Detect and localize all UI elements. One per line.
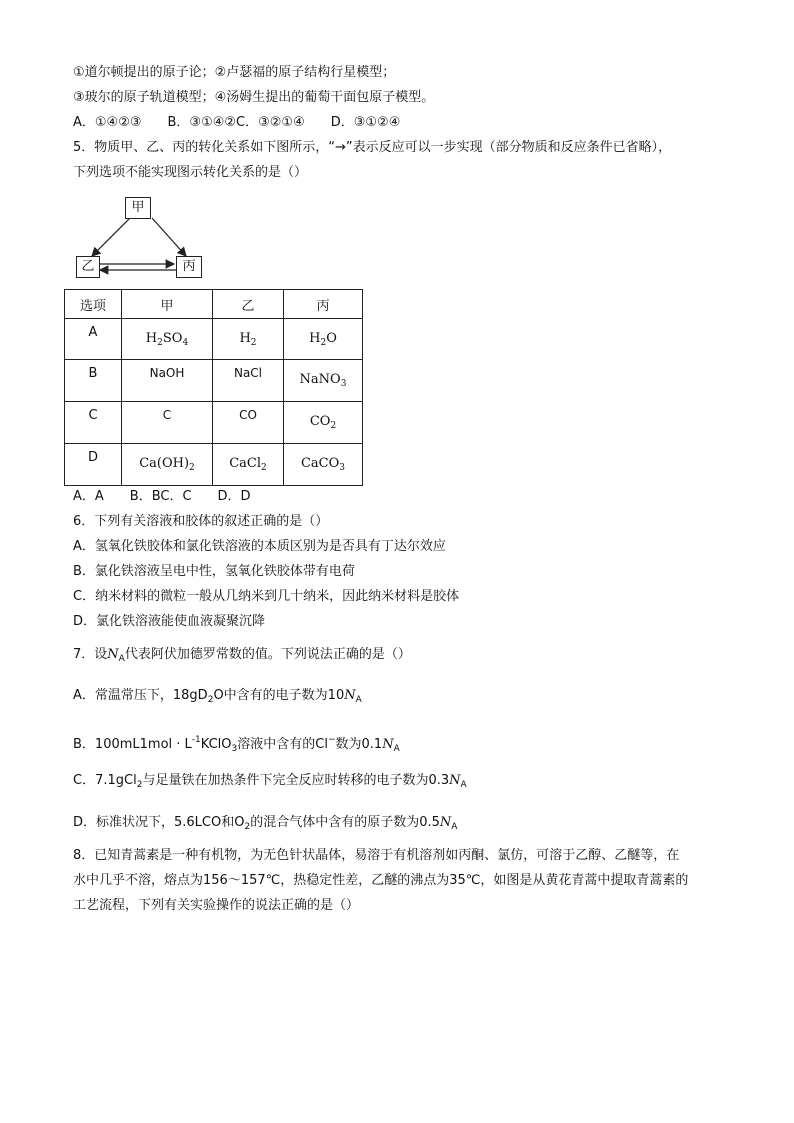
q6-option-d: D．氯化铁溶液能使血液凝聚沉降 [73,614,266,629]
table-row [65,402,363,444]
q5-stem-line-1: 5．物质甲、乙、丙的转化关系如下图所示，“→”表示反应可以一步实现（部分物质和反应条件已省略）， [73,140,672,155]
q8-stem-line-3: 工艺流程，下列有关实验操作的说法正确的是（） [73,898,360,913]
q4-choices: A．①④②③ B．③①④②C．③②①④ D．③①②④ [73,115,401,130]
cell-yi: CO [213,402,284,444]
q7-option-c: C．7.1gCl$_2$与足量铁在加热条件下完全反应时转移的电子数为$0.3N_A$ [73,773,467,790]
q7-stem: 7．设$N_A$代表阿伏加德罗常数的值。下列说法正确的是（） [73,647,411,664]
q4-statement-line-2: ③玻尔的原子轨道模型；④汤姆生提出的葡萄干面包原子模型。 [73,90,435,105]
row-key: B [65,360,122,402]
q6-option-c: C．纳米材料的微粒一般从几纳米到几十纳米，因此纳米材料是胶体 [73,589,460,604]
cell-bing: $H_2O$ [284,319,363,360]
arrow-jia-to-yi [92,218,130,256]
row-key: D [65,444,122,486]
table-row [65,444,363,486]
q4-statement-line-1: ①道尔顿提出的原子论；②卢瑟福的原子结构行星模型； [73,65,396,80]
cell-jia: C [122,402,213,444]
arrow-jia-to-bing [152,218,186,256]
table-header-row [65,290,363,319]
cell-bing: $CO_2$ [284,402,363,444]
cell-yi: CaCl$_2$ [213,444,284,486]
q6-option-a: A．氢氧化铁胶体和氯化铁溶液的本质区别为是否具有丁达尔效应 [73,539,446,554]
table-row [65,360,363,402]
q6-option-b: B．氯化铁溶液呈电中性，氢氧化铁胶体带有电荷 [73,564,355,579]
cell-jia: NaOH [122,360,213,402]
header-yi: 乙 [213,290,284,319]
q8-stem-line-1: 8．已知青蒿素是一种有机物，为无色针状晶体，易溶于有机溶剂如丙酮、氯仿，可溶于乙醇、乙醚等，在 [73,848,680,863]
options-table [64,289,363,486]
cell-bing: CaCO$_3$ [284,444,363,486]
q5-choices: A．A B．BC．C D．D [73,489,251,504]
node-bing: 丙 [176,256,202,278]
q5-stem-line-2: 下列选项不能实现图示转化关系的是（） [73,165,308,180]
q8-stem-line-2: 水中几乎不溶，熔点为156～157℃，热稳定性差，乙醚的沸点为35℃，如图是从黄花青蒿中提取青蒿素的 [73,873,689,888]
table-row [65,319,363,360]
q7-option-b: B．$100mL1mol \cdot L^{-1}KClO_3$溶液中含有的Cl−数为$0.1N_A$ [73,735,400,754]
row-key: C [65,402,122,444]
cell-jia: $H_2SO_4$ [122,319,213,360]
cell-bing: NaNO$_3$ [284,360,363,402]
cell-jia: $Ca(OH)_2$ [122,444,213,486]
q7-option-d: D．标准状况下，5.6LCO和$O_2$的混合气体中含有的原子数为$0.5N_A$ [73,815,458,832]
cell-yi: $H_2$ [213,319,284,360]
node-jia: 甲 [125,197,151,219]
row-key: A [65,319,122,360]
cell-yi: NaCl [213,360,284,402]
q6-stem: 6．下列有关溶液和胶体的叙述正确的是（） [73,514,329,529]
node-yi: 乙 [76,256,100,278]
header-option: 选项 [65,290,122,319]
q7-option-a: A．常温常压下，$18gD_2O$中含有的电子数为$10N_A$ [73,688,362,705]
header-jia: 甲 [122,290,213,319]
header-bing: 丙 [284,290,363,319]
